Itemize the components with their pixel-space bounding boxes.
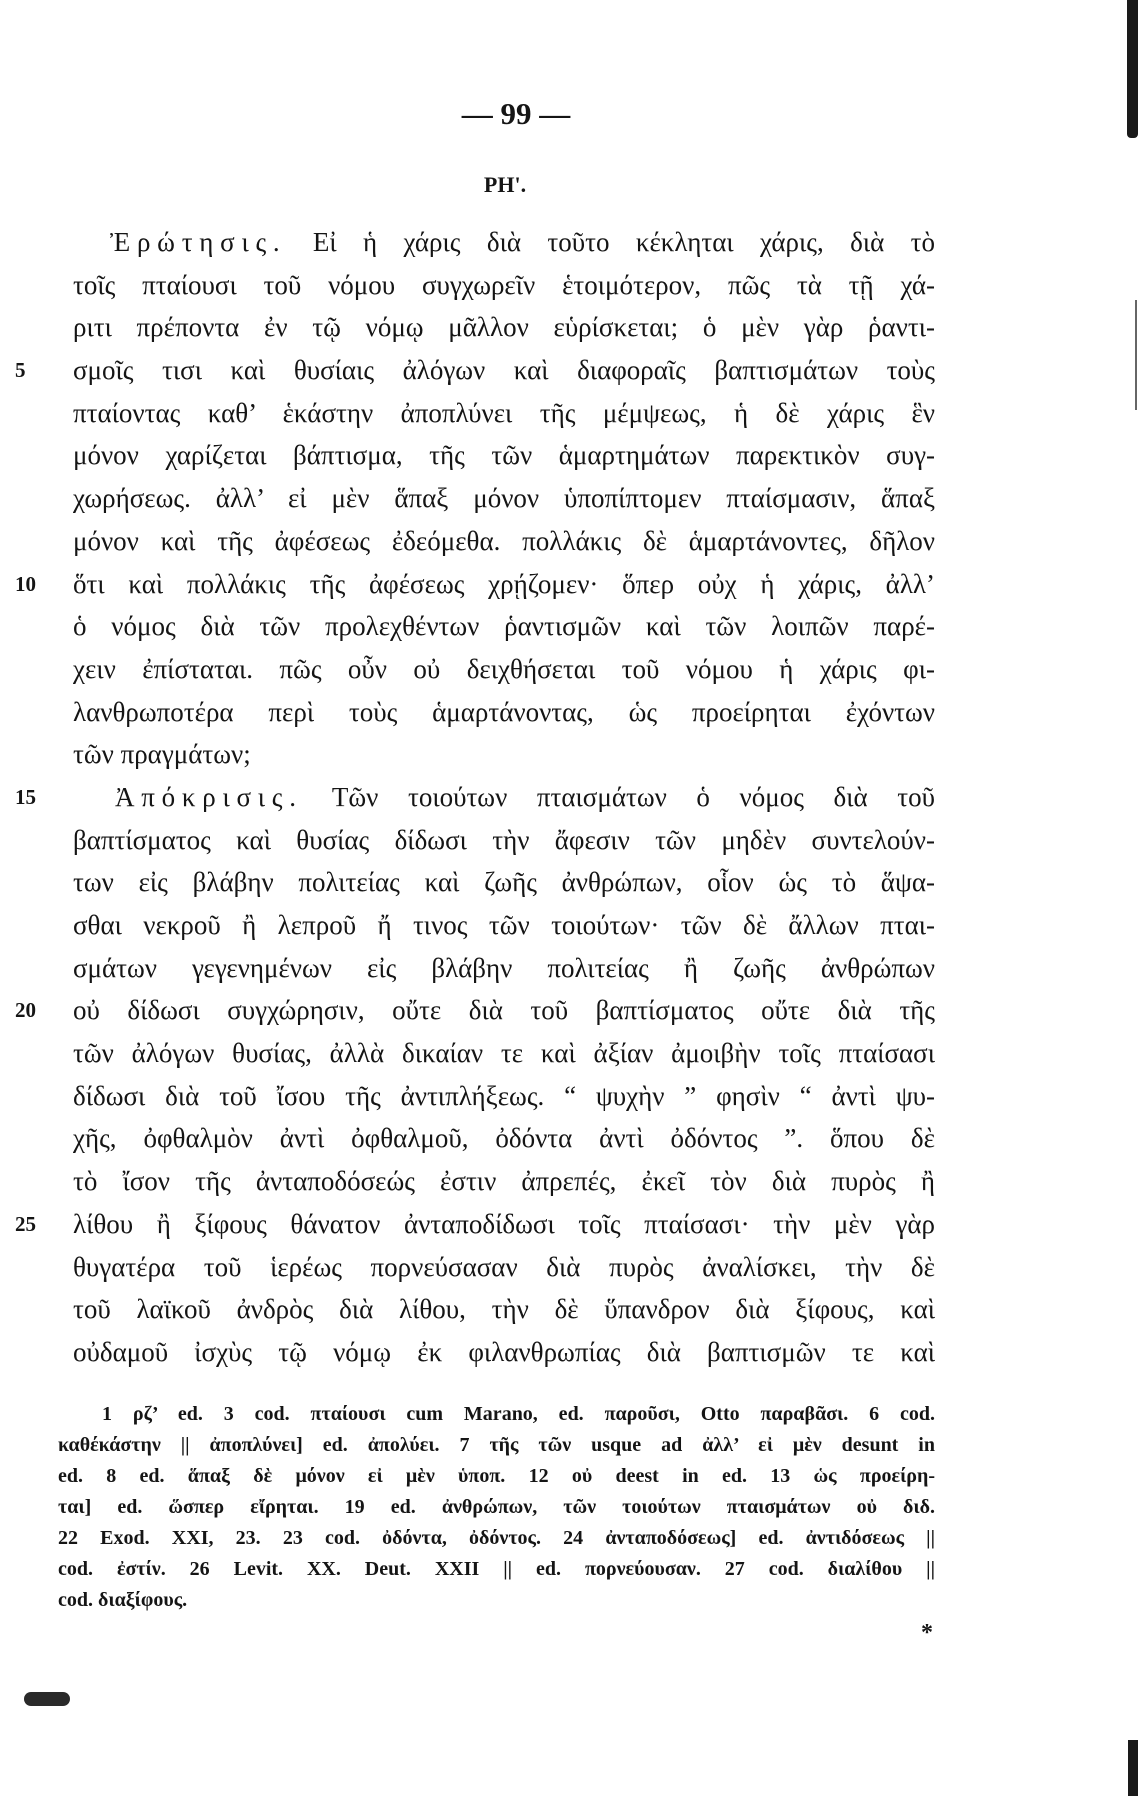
body-line: τὸ ἴσον τῆς ἀνταποδόσεώς ἐστιν ἀπρεπές, ἐκεῖ τὸν διὰ πυρὸς ἢ <box>73 1166 935 1197</box>
body-line-row <box>73 1331 935 1374</box>
critical-apparatus <box>58 1399 935 1616</box>
scan-smudge <box>24 1692 70 1706</box>
body-line: τῶν ἀλόγων θυσίας, ἀλλὰ δικαίαν τε καὶ ἀξίαν ἀμοιβὴν τοῖς πταίσασι <box>73 1038 935 1069</box>
page-number: — 99 — <box>461 96 571 131</box>
body-line: δίδωσι διὰ τοῦ ἴσου τῆς ἀντιπλήξεως. “ ψυχὴν ” φησὶν “ ἀντὶ ψυ- <box>73 1080 935 1111</box>
body-line-row <box>15 776 935 819</box>
footnote-line: καθέκάστην || ἀποπλύνει] ed. ἀπολύει. 7 τῆς τῶν usque ad ἀλλ’ εἰ μὲν desunt in <box>58 1434 935 1456</box>
body-line: πταίοντας καθ’ ἑκάστην ἀποπλύνει τῆς μέμψεως, ἡ δὲ χάρις ἓν <box>73 397 935 428</box>
body-line-row <box>73 691 935 734</box>
body-line: μόνον καὶ τῆς ἀφέσεως ἐδεόμεθα. πολλάκις δὲ ἁμαρτάνοντες, δῆλον <box>73 525 935 556</box>
signature-mark: * <box>921 1620 933 1646</box>
body-line-row <box>73 434 935 477</box>
body-line-row <box>73 605 935 648</box>
body-line-row <box>73 861 935 904</box>
body-line-row <box>73 1075 935 1118</box>
main-text <box>15 221 935 1374</box>
body-line-row <box>73 947 935 990</box>
body-line-row <box>73 1288 935 1331</box>
body-line: λίθου ἢ ξίφους θάνατον ἀνταποδίδωσι τοῖς πταίσασι· τὴν μὲν γὰρ <box>73 1208 935 1239</box>
line-number: 15 <box>15 784 36 809</box>
body-line-row <box>73 648 935 691</box>
scan-edge-mark <box>1127 0 1138 138</box>
question-label: Ἐρώτησις. <box>110 227 287 257</box>
footnote-line: cod. διαξίφους. <box>58 1589 188 1611</box>
line-number: 20 <box>15 998 36 1023</box>
footnote-line: cod. ἐστίν. 26 Levit. XX. Deut. XXII || ed. πορνεύουσαν. 27 cod. διαλίθου || <box>58 1558 935 1580</box>
body-line: θυγατέρα τοῦ ἱερέως πορνεύσασαν διὰ πυρὸς ἀναλίσκει, τὴν δὲ <box>73 1251 935 1282</box>
body-line-text: Εἰ ἡ χάρις διὰ τοῦτο κέκληται χάρις, διὰ τὸ <box>312 227 935 257</box>
body-line <box>73 221 935 264</box>
answer-label: Ἀπόκρισις. <box>115 781 303 812</box>
body-line-row <box>73 1117 935 1160</box>
body-line-row <box>73 221 935 264</box>
body-line-row <box>73 392 935 435</box>
body-line-text: Τῶν τοιούτων πταισμάτων ὁ νόμος διὰ τοῦ <box>331 781 935 812</box>
body-line: τῶν πραγμάτων; <box>73 739 251 770</box>
body-line-row <box>73 1246 935 1289</box>
scan-edge-mark <box>1128 1740 1138 1796</box>
body-line-row <box>73 819 935 862</box>
body-line: ριτι πρέποντα ἐν τῷ νόμῳ μᾶλλον εὑρίσκεται; ὁ μὲν γὰρ ῥαντι- <box>73 312 935 343</box>
body-line-row <box>15 1203 935 1246</box>
body-line: βαπτίσματος καὶ θυσίας δίδωσι τὴν ἄφεσιν τῶν μηδὲν συντελούν- <box>73 824 935 855</box>
body-line: χωρήσεως. ἀλλ’ εἰ μὲν ἅπαξ μόνον ὑποπίπτομεν πταίσμασιν, ἅπαξ <box>73 483 935 514</box>
body-line-row <box>73 1032 935 1075</box>
body-line: λανθρωποτέρα περὶ τοὺς ἁμαρτάνοντας, ὡς προείρηται ἐχόντων <box>73 696 935 727</box>
body-line: των εἰς βλάβην πολιτείας καὶ ζωῆς ἀνθρώπων, οἷον ὡς τὸ ἅψα- <box>73 867 935 898</box>
body-line: σμάτων γεγενημένων εἰς βλάβην πολιτείας ἢ ζωῆς ἀνθρώπων <box>73 952 935 983</box>
body-line-row <box>73 520 935 563</box>
body-line: οὐ δίδωσι συγχώρησιν, οὔτε διὰ τοῦ βαπτίσματος οὔτε διὰ τῆς <box>73 995 935 1026</box>
footnote-line: ται] ed. ὥσπερ εἴρηται. 19 ed. ἀνθρώπων, τῶν τοιούτων πταισμάτων οὐ διδ. <box>58 1496 935 1518</box>
footnote-line: ed. 8 ed. ἅπαξ δὲ μόνον εἰ μὲν ὑποπ. 12 οὐ deest in ed. 13 ὡς προείρη- <box>58 1465 935 1487</box>
body-line: οὐδαμοῦ ἰσχὺς τῷ νόμῳ ἐκ φιλανθρωπίας διὰ βαπτισμῶν τε καὶ <box>73 1336 935 1367</box>
scan-edge-mark <box>1135 300 1137 410</box>
body-line-row <box>73 264 935 307</box>
body-line: τοῖς πταίουσι τοῦ νόμου συγχωρεῖν ἑτοιμότερον, πῶς τὰ τῇ χά- <box>73 269 935 300</box>
body-line-row <box>15 349 935 392</box>
body-line: χῆς, ὀφθαλμὸν ἀντὶ ὀφθαλμοῦ, ὀδόντα ἀντὶ ὀδόντος ”. ὅπου δὲ <box>73 1123 935 1154</box>
body-line: ὁ νόμος διὰ τῶν προλεχθέντων ῥαντισμῶν καὶ τῶν λοιπῶν παρέ- <box>73 611 935 642</box>
body-line: ὅτι καὶ πολλάκις τῆς ἀφέσεως χρῄζομεν· ὅπερ οὐχ ἡ χάρις, ἀλλ’ <box>73 568 935 599</box>
footnote-line: 22 Exod. XXI, 23. 23 cod. ὀδόντα, ὀδόντος. 24 ἀνταποδόσεως] ed. ἀντιδόσεως || <box>58 1527 935 1549</box>
line-number: 10 <box>15 571 36 596</box>
body-line-row <box>73 733 935 776</box>
body-line: σθαι νεκροῦ ἢ λεπροῦ ἤ τινος τῶν τοιούτων· τῶν δὲ ἄλλων πται- <box>73 910 935 940</box>
footnote-line: 1 ρζ’ ed. 3 cod. πταίουσι cum Marano, ed. παροῦσι, Otto παραβᾶσι. 6 cod. <box>102 1403 935 1425</box>
body-line-row <box>73 1160 935 1203</box>
body-line-row <box>73 306 935 349</box>
body-line-row <box>15 989 935 1032</box>
body-line-row <box>73 477 935 520</box>
body-line: χειν ἐπίσταται. πῶς οὖν οὐ δειχθήσεται τοῦ νόμου ἡ χάρις φι- <box>73 653 935 684</box>
line-number: 5 <box>15 358 26 383</box>
body-line-row <box>73 904 935 947</box>
body-line: σμοῖς τισι καὶ θυσίαις ἀλόγων καὶ διαφοραῖς βαπτισμάτων τοὺς <box>73 355 935 386</box>
body-line: μόνον χαρίζεται βάπτισμα, τῆς τῶν ἁμαρτημάτων παρεκτικὸν συγ- <box>73 440 935 471</box>
section-heading: ΡΗ'. <box>483 172 527 197</box>
body-line-row <box>15 563 935 606</box>
body-line: τοῦ λαϊκοῦ ἀνδρὸς διὰ λίθου, τὴν δὲ ὕπανδρον διὰ ξίφους, καὶ <box>73 1294 935 1325</box>
line-number: 25 <box>15 1211 36 1236</box>
body-line <box>73 776 935 819</box>
